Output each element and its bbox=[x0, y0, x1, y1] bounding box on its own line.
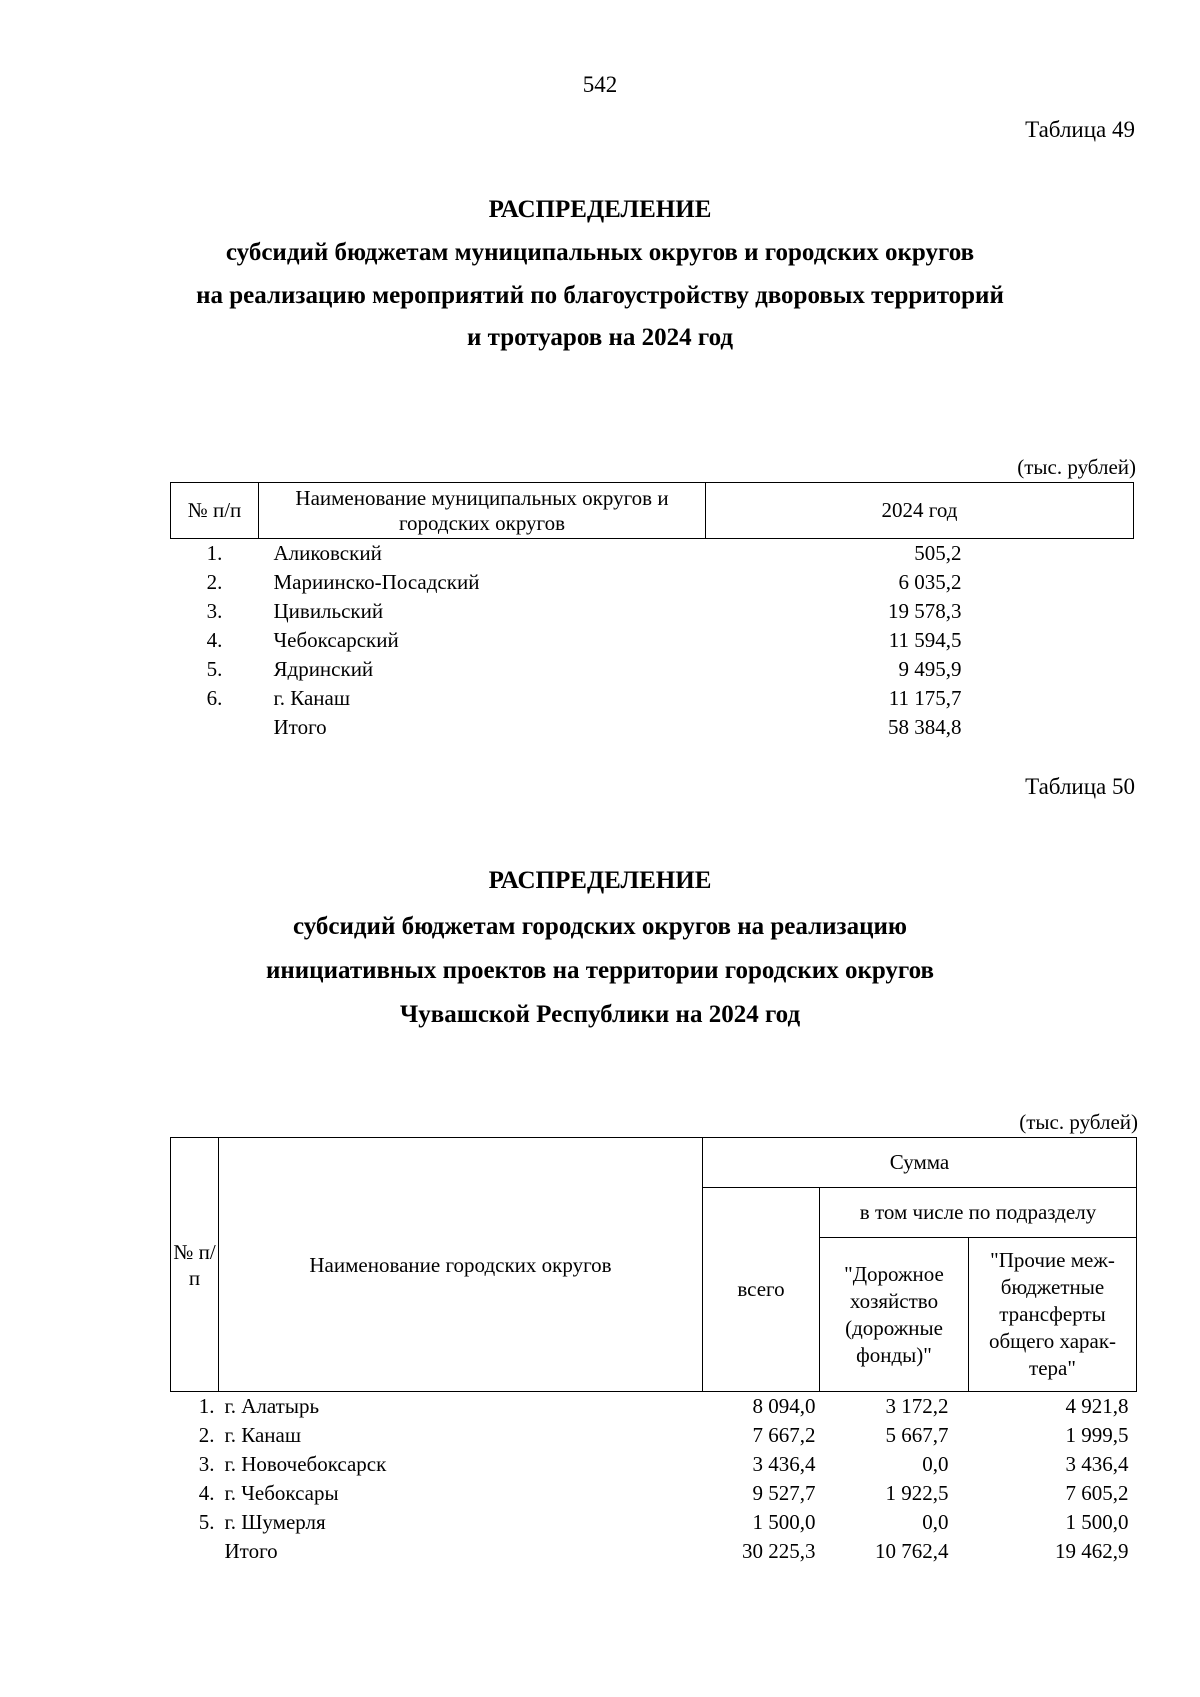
table-50-label: Таблица 50 bbox=[1025, 774, 1135, 799]
row-number: 6. bbox=[206, 686, 223, 710]
column-header-total: всего bbox=[703, 1188, 820, 1392]
table-row bbox=[171, 1421, 1137, 1450]
table-50-subtitle-line-3: Чувашской Республики на 2024 год bbox=[399, 1001, 801, 1028]
row-number: 2. bbox=[206, 570, 223, 594]
row-roads: 3 172,2 bbox=[885, 1394, 949, 1418]
row-name: г. Чебоксары bbox=[224, 1481, 339, 1505]
row-name: Ядринский bbox=[273, 657, 374, 681]
row-value: 6 035,2 bbox=[898, 570, 962, 594]
table-row bbox=[171, 1392, 1137, 1422]
table-row bbox=[171, 539, 1134, 569]
row-name: г. Алатырь bbox=[224, 1394, 320, 1418]
row-number: 2. bbox=[198, 1423, 215, 1447]
total-label: Итого bbox=[273, 715, 327, 739]
total-roads: 10 762,4 bbox=[875, 1539, 949, 1563]
table-row bbox=[171, 1450, 1137, 1479]
row-other: 7 605,2 bbox=[1065, 1481, 1129, 1505]
column-header-subsection: в том числе по подразделу bbox=[820, 1188, 1137, 1238]
table-49 bbox=[170, 482, 1134, 742]
table-49-subtitle-line-2: на реализацию мероприятий по благоустройству дворовых территорий bbox=[196, 282, 1004, 309]
table-50-units: (тыс. рублей) bbox=[1019, 1110, 1138, 1134]
total-row bbox=[171, 1537, 1137, 1566]
row-number: 1. bbox=[198, 1394, 215, 1418]
total-value: 58 384,8 bbox=[888, 715, 962, 739]
row-name: г. Канаш bbox=[273, 686, 351, 710]
row-number: 1. bbox=[206, 541, 223, 565]
table-49-subtitle-line-1: субсидий бюджетам муниципальных округов и городских округов bbox=[225, 239, 975, 266]
row-total: 3 436,4 bbox=[752, 1452, 816, 1476]
table-49-title: РАСПРЕДЕЛЕНИЕ bbox=[488, 196, 712, 223]
total-value: 30 225,3 bbox=[742, 1539, 816, 1563]
column-header-roads: "Дорожное хозяйство (дорожные фонды)" bbox=[820, 1238, 969, 1392]
column-header-year: 2024 год bbox=[706, 483, 1134, 539]
row-name: г. Новочебоксарск bbox=[224, 1452, 387, 1476]
total-other: 19 462,9 bbox=[1055, 1539, 1129, 1563]
column-header-number: № п/п bbox=[171, 483, 259, 539]
row-number: 3. bbox=[206, 599, 223, 623]
row-other: 1 999,5 bbox=[1065, 1423, 1129, 1447]
row-value: 19 578,3 bbox=[888, 599, 962, 623]
row-total: 1 500,0 bbox=[752, 1510, 816, 1534]
row-value: 9 495,9 bbox=[898, 657, 962, 681]
row-other: 3 436,4 bbox=[1065, 1452, 1129, 1476]
row-total: 9 527,7 bbox=[752, 1481, 816, 1505]
row-number: 5. bbox=[206, 657, 223, 681]
row-other: 4 921,8 bbox=[1065, 1394, 1129, 1418]
row-name: г. Канаш bbox=[224, 1423, 302, 1447]
row-name: Чебоксарский bbox=[273, 628, 399, 652]
table-row bbox=[171, 597, 1134, 626]
row-value: 11 594,5 bbox=[888, 628, 962, 652]
column-header-name: Наименование городских округов bbox=[219, 1138, 703, 1392]
table-row bbox=[171, 1479, 1137, 1508]
row-other: 1 500,0 bbox=[1065, 1510, 1129, 1534]
row-total: 7 667,2 bbox=[752, 1423, 816, 1447]
row-roads: 1 922,5 bbox=[885, 1481, 949, 1505]
table-49-subtitle-line-3: и тротуаров на 2024 год bbox=[466, 324, 734, 351]
row-name: Цивильский bbox=[273, 599, 384, 623]
row-number: 5. bbox=[198, 1510, 215, 1534]
total-row bbox=[171, 713, 1134, 742]
row-name: Мариинско-Посадский bbox=[273, 570, 480, 594]
table-row bbox=[171, 655, 1134, 684]
total-label: Итого bbox=[224, 1539, 278, 1563]
row-name: Аликовский bbox=[273, 541, 382, 565]
table-row bbox=[171, 626, 1134, 655]
column-header-number: № п/п bbox=[171, 1138, 219, 1392]
column-header-sum: Сумма bbox=[703, 1138, 1137, 1188]
row-number: 4. bbox=[198, 1481, 215, 1505]
row-roads: 0,0 bbox=[922, 1510, 949, 1534]
row-number: 3. bbox=[198, 1452, 215, 1476]
row-number: 4. bbox=[206, 628, 223, 652]
table-50 bbox=[170, 1137, 1137, 1566]
table-50-subtitle-line-1: субсидий бюджетам городских округов на реализацию bbox=[292, 913, 908, 940]
table-50-subtitle-line-2: инициативных проектов на территории городских округов bbox=[265, 957, 935, 984]
row-value: 11 175,7 bbox=[888, 686, 962, 710]
table-50-title: РАСПРЕДЕЛЕНИЕ bbox=[488, 867, 712, 894]
row-value: 505,2 bbox=[914, 541, 962, 565]
table-row bbox=[171, 684, 1134, 713]
table-49-units: (тыс. рублей) bbox=[1017, 455, 1136, 479]
table-row bbox=[171, 1508, 1137, 1537]
column-header-name: Наименование муниципальных округов и городских округов bbox=[259, 483, 706, 539]
row-roads: 5 667,7 bbox=[885, 1423, 949, 1447]
row-total: 8 094,0 bbox=[752, 1394, 816, 1418]
table-row bbox=[171, 568, 1134, 597]
page-number: 542 bbox=[582, 72, 618, 97]
table-49-label: Таблица 49 bbox=[1025, 117, 1135, 142]
row-roads: 0,0 bbox=[922, 1452, 949, 1476]
row-name: г. Шумерля bbox=[224, 1510, 326, 1534]
column-header-other-transfers: "Прочие меж-бюджетные трансферты общего харак-тера" bbox=[969, 1238, 1137, 1392]
